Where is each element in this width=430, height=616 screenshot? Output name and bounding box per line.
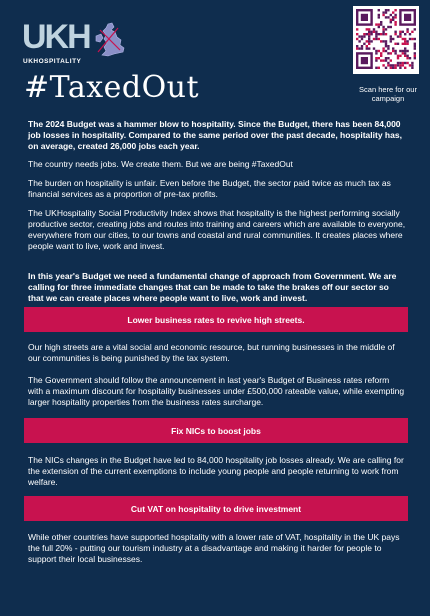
intro-paragraph: The 2024 Budget was a hammer blow to hospitality. Since the Budget, there has been 84,000 job losses in hospitality. Compared to the same period over the past decade, hospitality has, on average, created 26,000 jobs each year. (28, 119, 402, 151)
vat-paragraph: While other countries have supported hospitality with a lower rate of VAT, hospitality in the UK pays the full 20% - putting our tourism industry at a disadvantage and making it harder for people to support their local businesses. (28, 532, 400, 564)
nics-banner: Fix NICs to boost jobs (24, 418, 408, 443)
budget-call-paragraph: In this year's Budget we need a fundamental change of approach from Government. We are calling for three immediate changes that can be made to take the brakes off our sector so that we can create places where people want to live, work and invest. (28, 271, 397, 303)
jobs-paragraph: The country needs jobs. We create them. But we are being #TaxedOut (28, 159, 293, 169)
qr-caption: Scan here for our campaign (359, 85, 417, 103)
ukhospitality-logo (22, 20, 132, 66)
high-streets-paragraph: Our high streets are a vital social and economic resource, but running businesses in the middle of our communities is being punished by the tax system. (28, 342, 395, 363)
uk-map-icon (90, 22, 130, 58)
business-rates-banner: Lower business rates to revive high streets. (24, 307, 408, 332)
business-rates-paragraph: The Government should follow the announcement in last year's Budget of Business rates reform with a maximum discount for hospitality businesses under £500,000 rateable value, while exempting larger hospitality properties from the business rates surcharge. (28, 375, 405, 407)
logo-mark: UKH (22, 18, 90, 56)
tax-burden-paragraph: The burden on hospitality is unfair. Even before the Budget, the sector paid twice as much tax as financial services as a proportion of pre-tax profits. (28, 178, 391, 199)
productivity-paragraph: The UKHospitality Social Productivity Index shows that hospitality is the highest performing socially productive sector, creating jobs and routes into training and careers which are available to everyone, everywhere from our cities, to our towns and coastal and rural communities. It creates places where people want to live, work and invest. (28, 208, 406, 251)
campaign-qr-code[interactable] (353, 6, 419, 74)
logo-subtitle: UKHOSPITALITY (23, 58, 82, 65)
page-title: #TaxedOut (24, 70, 200, 105)
vat-banner: Cut VAT on hospitality to drive investment (24, 496, 408, 521)
nics-paragraph: The NICs changes in the Budget have led to 84,000 hospitality job losses already. We are calling for the extension of the current exemptions to include young people and people returning to work from welfare. (28, 455, 404, 487)
